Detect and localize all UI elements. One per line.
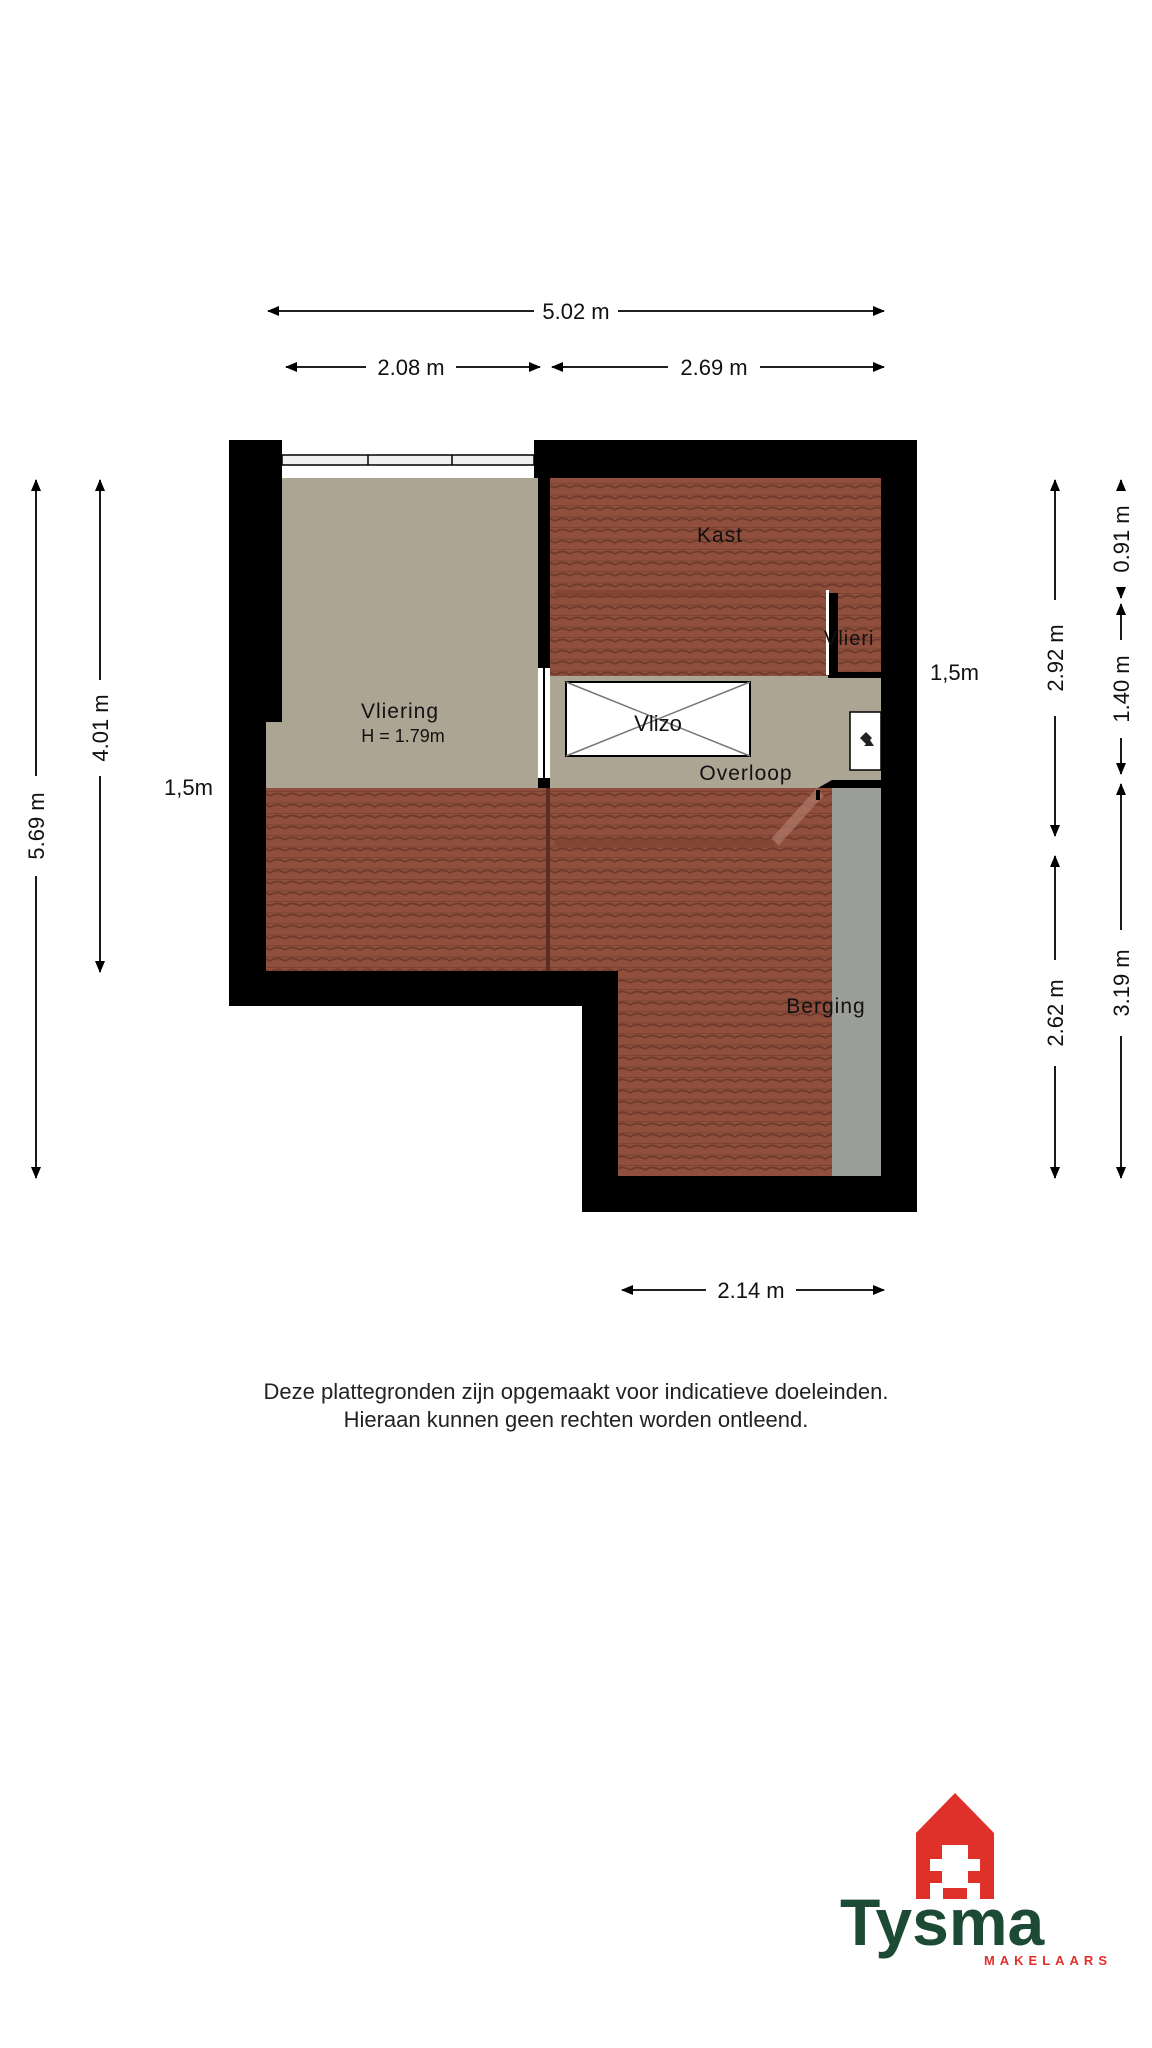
label-kast: Kast [696, 524, 744, 547]
label-vliering-small: Vlieri [824, 628, 875, 650]
label-overloop: Overloop [699, 762, 793, 785]
dim-top-left: 2.08 m [377, 355, 445, 380]
house-logo-icon [916, 1793, 994, 1899]
height-marker-left: 1,5m [164, 775, 213, 800]
label-vliering-height: H = 1.79m [361, 726, 445, 746]
logo-wordmark: Tysma [840, 1885, 1045, 1959]
dim-far-right-mid: 1.40 m [1109, 655, 1134, 723]
disclaimer-line-2: Hieraan kunnen geen rechten worden ontleend. [343, 1407, 809, 1432]
logo-subtitle: MAKELAARS [983, 1953, 1112, 1968]
dim-bottom: 2.14 m [717, 1278, 785, 1303]
dim-right-lower: 2.62 m [1043, 979, 1068, 1047]
dim-top-right: 2.69 m [680, 355, 748, 380]
dim-top-total: 5.02 m [542, 299, 610, 324]
dim-right-upper: 2.92 m [1043, 624, 1068, 692]
dim-left-outer: 5.69 m [24, 792, 49, 860]
label-berging: Berging [786, 995, 866, 1018]
label-vliering: Vliering [360, 700, 440, 723]
skylight-window [282, 446, 534, 470]
dim-far-right-top: 0.91 m [1109, 505, 1134, 573]
dim-far-right-low: 3.19 m [1109, 949, 1134, 1017]
height-marker-right: 1,5m [930, 660, 979, 685]
disclaimer-line-1: Deze plattegronden zijn opgemaakt voor indicatieve doeleinden. [263, 1379, 889, 1404]
label-vlizo: Vlizo [634, 711, 682, 736]
tysma-logo [840, 1785, 1130, 1970]
dim-left-inner: 4.01 m [88, 694, 113, 762]
